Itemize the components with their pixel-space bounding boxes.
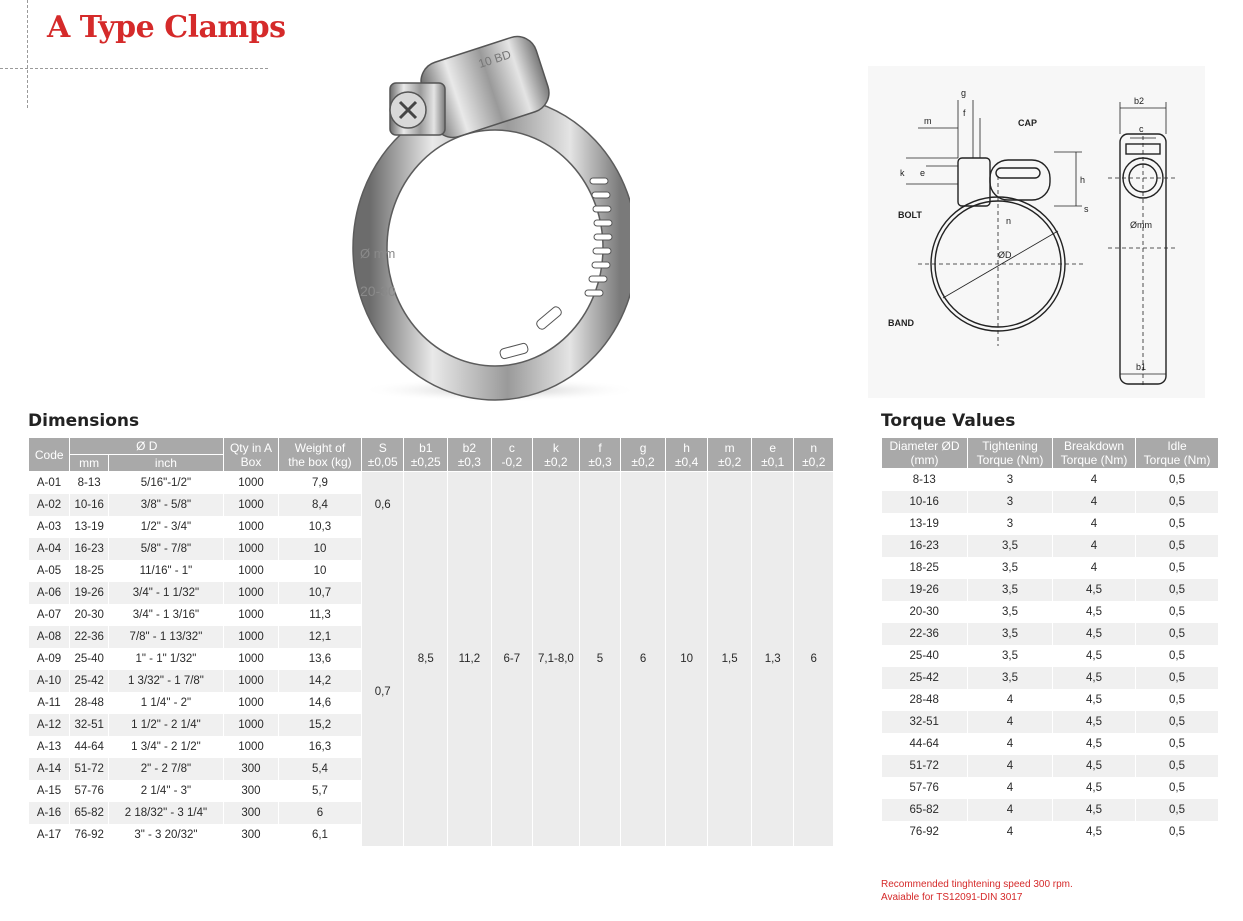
cell-k: 7,1-8,0 bbox=[533, 472, 580, 847]
label-n: n bbox=[1006, 216, 1012, 226]
cell-code: A-04 bbox=[29, 538, 70, 560]
cell-idle: 0,5 bbox=[1136, 535, 1219, 557]
cell-code: A-10 bbox=[29, 670, 70, 692]
cell-diameter: 25-42 bbox=[882, 667, 968, 689]
header-m: m ±0,2 bbox=[708, 438, 752, 472]
cell-tightening: 4 bbox=[968, 777, 1053, 799]
cell-mm: 8-13 bbox=[70, 472, 108, 495]
cell-mm: 10-16 bbox=[70, 494, 108, 516]
cell-tightening: 3 bbox=[968, 513, 1053, 535]
cell-code: A-03 bbox=[29, 516, 70, 538]
cell-inch: 11/16" - 1" bbox=[108, 560, 223, 582]
cell-inch: 1/2" - 3/4" bbox=[108, 516, 223, 538]
cell-qty: 1000 bbox=[224, 516, 279, 538]
cell-code: A-14 bbox=[29, 758, 70, 780]
note-standard: Avaiable for TS12091-DIN 3017 bbox=[881, 892, 1023, 903]
cell-qty: 1000 bbox=[224, 472, 279, 495]
table-row bbox=[882, 645, 1219, 667]
cell-breakdown: 4 bbox=[1053, 535, 1136, 557]
cell-diameter: 13-19 bbox=[882, 513, 968, 535]
cell-inch: 2 1/4" - 3" bbox=[108, 780, 223, 802]
cell-breakdown: 4,5 bbox=[1053, 733, 1136, 755]
label-c: c bbox=[1139, 124, 1144, 134]
dashed-divider-horizontal bbox=[0, 68, 268, 69]
cell-qty: 1000 bbox=[224, 582, 279, 604]
cell-idle: 0,5 bbox=[1136, 557, 1219, 579]
cell-code: A-01 bbox=[29, 472, 70, 495]
table-row bbox=[882, 821, 1219, 843]
cell-code: A-13 bbox=[29, 736, 70, 758]
cell-tightening: 4 bbox=[968, 799, 1053, 821]
cell-qty: 1000 bbox=[224, 736, 279, 758]
label-b1: b1 bbox=[1136, 362, 1147, 372]
label-omm: Ømm bbox=[1130, 220, 1152, 230]
cell-code: A-09 bbox=[29, 648, 70, 670]
cell-inch: 7/8" - 1 13/32" bbox=[108, 626, 223, 648]
header-h: h ±0,4 bbox=[665, 438, 708, 472]
cell-mm: 16-23 bbox=[70, 538, 108, 560]
band-text-size: Ø mm bbox=[360, 246, 396, 261]
cell-weight: 14,2 bbox=[278, 670, 361, 692]
cell-tightening: 3,5 bbox=[968, 601, 1053, 623]
label-e: e bbox=[920, 168, 926, 178]
cell-inch: 2" - 2 7/8" bbox=[108, 758, 223, 780]
cell-idle: 0,5 bbox=[1136, 645, 1219, 667]
cell-weight: 14,6 bbox=[278, 692, 361, 714]
table-row bbox=[882, 755, 1219, 777]
cell-tightening: 4 bbox=[968, 711, 1053, 733]
table-row bbox=[882, 777, 1219, 799]
table-row bbox=[882, 491, 1219, 513]
cell-inch: 1 1/4" - 2" bbox=[108, 692, 223, 714]
cell-inch: 3/8" - 5/8" bbox=[108, 494, 223, 516]
cell-weight: 6 bbox=[278, 802, 361, 824]
cell-qty: 1000 bbox=[224, 494, 279, 516]
cell-qty: 300 bbox=[224, 802, 279, 824]
cell-diameter: 76-92 bbox=[882, 821, 968, 843]
cell-qty: 300 bbox=[224, 780, 279, 802]
cell-mm: 25-40 bbox=[70, 648, 108, 670]
cell-idle: 0,5 bbox=[1136, 755, 1219, 777]
cell-tightening: 3,5 bbox=[968, 645, 1053, 667]
cell-diameter: 51-72 bbox=[882, 755, 968, 777]
header-f: f ±0,3 bbox=[579, 438, 620, 472]
cell-code: A-15 bbox=[29, 780, 70, 802]
cell-code: A-07 bbox=[29, 604, 70, 626]
cell-tightening: 4 bbox=[968, 821, 1053, 843]
header-n: n ±0,2 bbox=[794, 438, 834, 472]
cell-qty: 1000 bbox=[224, 604, 279, 626]
torque-table bbox=[881, 437, 1219, 843]
cell-g: 6 bbox=[621, 472, 666, 847]
dimensions-heading: Dimensions bbox=[28, 411, 140, 431]
cell-breakdown: 4,5 bbox=[1053, 755, 1136, 777]
header-c: c -0,2 bbox=[491, 438, 532, 472]
cell-inch: 2 18/32" - 3 1/4" bbox=[108, 802, 223, 824]
cell-breakdown: 4,5 bbox=[1053, 645, 1136, 667]
cell-c: 6-7 bbox=[491, 472, 532, 847]
cell-diameter: 18-25 bbox=[882, 557, 968, 579]
cell-breakdown: 4 bbox=[1053, 557, 1136, 579]
cell-idle: 0,5 bbox=[1136, 689, 1219, 711]
cell-tightening: 3,5 bbox=[968, 535, 1053, 557]
cell-inch: 1 3/4" - 2 1/2" bbox=[108, 736, 223, 758]
table-row bbox=[882, 689, 1219, 711]
cell-mm: 28-48 bbox=[70, 692, 108, 714]
cell-mm: 76-92 bbox=[70, 824, 108, 846]
cell-code: A-05 bbox=[29, 560, 70, 582]
note-speed: Recommended tinghtening speed 300 rpm. bbox=[881, 879, 1073, 890]
label-h: h bbox=[1080, 175, 1086, 185]
cell-idle: 0,5 bbox=[1136, 799, 1219, 821]
label-bolt: BOLT bbox=[898, 210, 922, 220]
table-row bbox=[882, 733, 1219, 755]
dimensions-table bbox=[28, 437, 834, 846]
cell-inch: 3/4" - 1 1/32" bbox=[108, 582, 223, 604]
cell-breakdown: 4,5 bbox=[1053, 711, 1136, 733]
header-od: Ø D bbox=[70, 438, 224, 455]
cell-inch: 3/4" - 1 3/16" bbox=[108, 604, 223, 626]
cell-mm: 22-36 bbox=[70, 626, 108, 648]
cell-mm: 25-42 bbox=[70, 670, 108, 692]
technical-drawing bbox=[868, 66, 1205, 398]
cell-idle: 0,5 bbox=[1136, 821, 1219, 843]
clamp-photo bbox=[330, 28, 630, 408]
cell-idle: 0,5 bbox=[1136, 579, 1219, 601]
cell-qty: 300 bbox=[224, 758, 279, 780]
cell-mm: 13-19 bbox=[70, 516, 108, 538]
label-od: ØD bbox=[998, 250, 1012, 260]
header-idle: Idle Torque (Nm) bbox=[1136, 438, 1219, 469]
cell-weight: 10,3 bbox=[278, 516, 361, 538]
table-row bbox=[29, 472, 834, 495]
cell-h: 10 bbox=[665, 472, 708, 847]
cell-mm: 20-30 bbox=[70, 604, 108, 626]
cell-mm: 57-76 bbox=[70, 780, 108, 802]
cell-qty: 1000 bbox=[224, 670, 279, 692]
cell-qty: 1000 bbox=[224, 692, 279, 714]
cell-idle: 0,5 bbox=[1136, 469, 1219, 492]
cell-idle: 0,5 bbox=[1136, 513, 1219, 535]
cell-idle: 0,5 bbox=[1136, 733, 1219, 755]
table-row bbox=[882, 535, 1219, 557]
label-k: k bbox=[900, 168, 905, 178]
header-mm: mm bbox=[70, 455, 108, 472]
cell-mm: 44-64 bbox=[70, 736, 108, 758]
cell-tightening: 3,5 bbox=[968, 623, 1053, 645]
cell-breakdown: 4,5 bbox=[1053, 689, 1136, 711]
cell-tightening: 3 bbox=[968, 491, 1053, 513]
cell-weight: 11,3 bbox=[278, 604, 361, 626]
table-row bbox=[882, 711, 1219, 733]
cell-tightening: 3,5 bbox=[968, 667, 1053, 689]
cell-breakdown: 4,5 bbox=[1053, 601, 1136, 623]
label-s: s bbox=[1084, 204, 1089, 214]
cell-tightening: 4 bbox=[968, 733, 1053, 755]
cell-weight: 15,2 bbox=[278, 714, 361, 736]
dashed-divider-vertical bbox=[27, 0, 28, 108]
cell-mm: 18-25 bbox=[70, 560, 108, 582]
header-b1: b1 ±0,25 bbox=[404, 438, 448, 472]
header-qty: Qty in A Box bbox=[224, 438, 279, 472]
cell-idle: 0,5 bbox=[1136, 667, 1219, 689]
cell-idle: 0,5 bbox=[1136, 777, 1219, 799]
cell-weight: 13,6 bbox=[278, 648, 361, 670]
cell-mm: 65-82 bbox=[70, 802, 108, 824]
cell-weight: 10 bbox=[278, 538, 361, 560]
table-row bbox=[882, 579, 1219, 601]
cell-tightening: 4 bbox=[968, 755, 1053, 777]
cell-code: A-06 bbox=[29, 582, 70, 604]
header-g: g ±0,2 bbox=[621, 438, 666, 472]
cell-inch: 3" - 3 20/32" bbox=[108, 824, 223, 846]
cell-breakdown: 4 bbox=[1053, 469, 1136, 492]
cell-code: A-17 bbox=[29, 824, 70, 846]
cell-diameter: 10-16 bbox=[882, 491, 968, 513]
cell-n: 6 bbox=[794, 472, 834, 847]
torque-heading: Torque Values bbox=[881, 411, 1016, 431]
cell-idle: 0,5 bbox=[1136, 711, 1219, 733]
cell-b1: 8,5 bbox=[404, 472, 448, 847]
cell-weight: 5,4 bbox=[278, 758, 361, 780]
cell-tightening: 3 bbox=[968, 469, 1053, 492]
cell-weight: 8,4 bbox=[278, 494, 361, 516]
cell-breakdown: 4,5 bbox=[1053, 821, 1136, 843]
label-b2: b2 bbox=[1134, 96, 1145, 106]
cell-tightening: 3,5 bbox=[968, 557, 1053, 579]
table-row bbox=[882, 513, 1219, 535]
cell-tightening: 3,5 bbox=[968, 579, 1053, 601]
header-code: Code bbox=[29, 438, 70, 472]
header-e: e ±0,1 bbox=[751, 438, 794, 472]
cell-weight: 16,3 bbox=[278, 736, 361, 758]
table-row bbox=[882, 623, 1219, 645]
cell-weight: 10 bbox=[278, 560, 361, 582]
cell-b2: 11,2 bbox=[448, 472, 492, 847]
cell-diameter: 44-64 bbox=[882, 733, 968, 755]
cell-breakdown: 4 bbox=[1053, 513, 1136, 535]
cell-mm: 32-51 bbox=[70, 714, 108, 736]
cell-tightening: 4 bbox=[968, 689, 1053, 711]
cell-qty: 1000 bbox=[224, 648, 279, 670]
table-row bbox=[882, 667, 1219, 689]
cell-diameter: 22-36 bbox=[882, 623, 968, 645]
cell-inch: 5/8" - 7/8" bbox=[108, 538, 223, 560]
header-diameter: Diameter ØD (mm) bbox=[882, 438, 968, 469]
cell-code: A-16 bbox=[29, 802, 70, 824]
label-f: f bbox=[963, 108, 966, 118]
label-band: BAND bbox=[888, 318, 914, 328]
cell-diameter: 20-30 bbox=[882, 601, 968, 623]
header-inch: inch bbox=[108, 455, 223, 472]
cell-s-small: 0,6 bbox=[361, 472, 404, 539]
cell-breakdown: 4,5 bbox=[1053, 799, 1136, 821]
cell-qty: 1000 bbox=[224, 626, 279, 648]
header-k: k ±0,2 bbox=[533, 438, 580, 472]
header-s: S ±0,05 bbox=[361, 438, 404, 472]
header-breakdown: Breakdown Torque (Nm) bbox=[1053, 438, 1136, 469]
cell-e: 1,3 bbox=[751, 472, 794, 847]
cell-idle: 0,5 bbox=[1136, 623, 1219, 645]
cell-weight: 12,1 bbox=[278, 626, 361, 648]
cell-s-large: 0,7 bbox=[361, 538, 404, 846]
table-row bbox=[882, 601, 1219, 623]
cell-diameter: 57-76 bbox=[882, 777, 968, 799]
cell-diameter: 25-40 bbox=[882, 645, 968, 667]
cell-mm: 51-72 bbox=[70, 758, 108, 780]
cell-mm: 19-26 bbox=[70, 582, 108, 604]
cell-weight: 7,9 bbox=[278, 472, 361, 495]
cell-qty: 300 bbox=[224, 824, 279, 846]
cell-weight: 6,1 bbox=[278, 824, 361, 846]
page-title: A Type Clamps bbox=[47, 10, 286, 45]
cell-inch: 1" - 1" 1/32" bbox=[108, 648, 223, 670]
cell-diameter: 65-82 bbox=[882, 799, 968, 821]
cell-weight: 5,7 bbox=[278, 780, 361, 802]
cell-breakdown: 4 bbox=[1053, 491, 1136, 513]
cell-breakdown: 4,5 bbox=[1053, 667, 1136, 689]
cell-breakdown: 4,5 bbox=[1053, 623, 1136, 645]
cell-diameter: 16-23 bbox=[882, 535, 968, 557]
cell-weight: 10,7 bbox=[278, 582, 361, 604]
cell-breakdown: 4,5 bbox=[1053, 579, 1136, 601]
header-weight: Weight of the box (kg) bbox=[278, 438, 361, 472]
band-text-range: 20-30 bbox=[360, 283, 396, 299]
cell-diameter: 32-51 bbox=[882, 711, 968, 733]
cell-code: A-08 bbox=[29, 626, 70, 648]
cell-qty: 1000 bbox=[224, 538, 279, 560]
cell-qty: 1000 bbox=[224, 560, 279, 582]
cell-code: A-12 bbox=[29, 714, 70, 736]
screw-text: 10 BD bbox=[476, 47, 513, 71]
label-m: m bbox=[924, 116, 932, 126]
label-cap: CAP bbox=[1018, 118, 1038, 128]
table-row bbox=[882, 469, 1219, 492]
table-row bbox=[882, 799, 1219, 821]
cell-diameter: 28-48 bbox=[882, 689, 968, 711]
cell-idle: 0,5 bbox=[1136, 601, 1219, 623]
cell-inch: 1 3/32" - 1 7/8" bbox=[108, 670, 223, 692]
cell-diameter: 19-26 bbox=[882, 579, 968, 601]
table-row bbox=[882, 557, 1219, 579]
cell-inch: 1 1/2" - 2 1/4" bbox=[108, 714, 223, 736]
cell-m: 1,5 bbox=[708, 472, 752, 847]
cell-code: A-11 bbox=[29, 692, 70, 714]
cell-diameter: 8-13 bbox=[882, 469, 968, 492]
header-b2: b2 ±0,3 bbox=[448, 438, 492, 472]
cell-code: A-02 bbox=[29, 494, 70, 516]
cell-qty: 1000 bbox=[224, 714, 279, 736]
label-g: g bbox=[961, 88, 967, 98]
header-tightening: Tightening Torque (Nm) bbox=[968, 438, 1053, 469]
cell-inch: 5/16"-1/2" bbox=[108, 472, 223, 495]
cell-idle: 0,5 bbox=[1136, 491, 1219, 513]
cell-breakdown: 4,5 bbox=[1053, 777, 1136, 799]
cell-f: 5 bbox=[579, 472, 620, 847]
